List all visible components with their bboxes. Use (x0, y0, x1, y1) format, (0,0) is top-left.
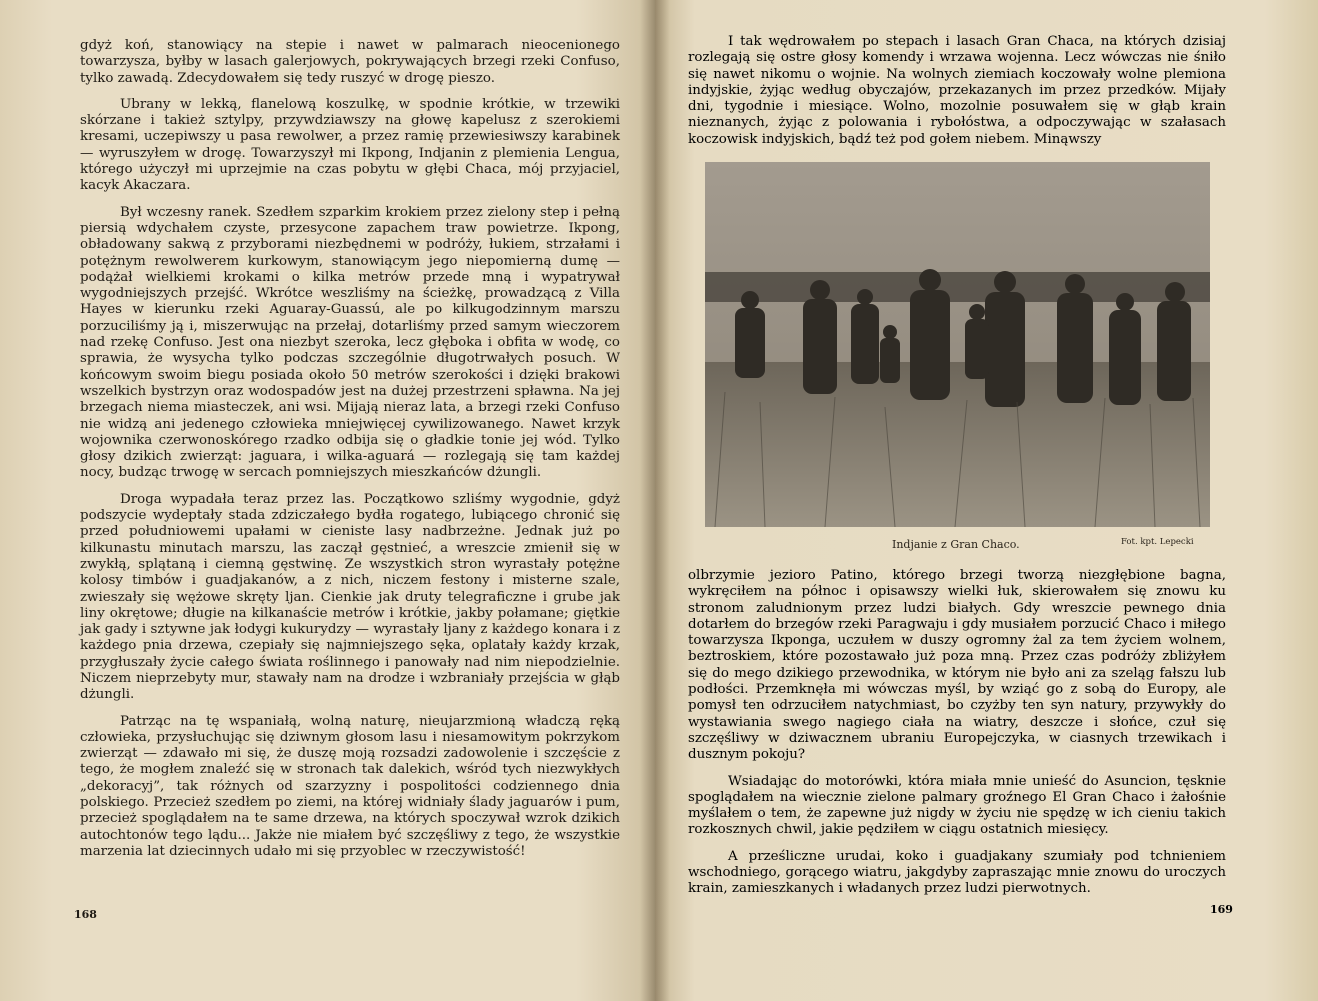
page-number: 169 (1210, 903, 1233, 916)
left-page (0, 0, 655, 1001)
paragraph: Był wczesny ranek. Szedłem szparkim krokiem przez zielony step i pełną piersią wdychałem czyste, przesycone zapachem traw powietrze. Ikpong, obładowany sakwą z przyborami niezbędnemi w podróży, łukiem, strzałami i potężnym rewolwerem kurkowym, stanowiącym jego niepomierną dumę — podążał wielkiemi krokami o kilka metrów przede mną i wypatrywał wygodniejszych przejść. Wkrótce weszliśmy na ścieżkę, prowadzącą z Villa Hayes w kierunku rzeki Aguaray-Guassú, ale po kilkugodzinnym marszu porzuciliśmy ją i, miszerwując na przełaj, dotarliśmy przed samym wieczorem nad rzekę Confuso. Jest ona niezbyt szeroka, lecz głęboka i obfita w wodę, co sprawia, że wysycha tylko podczas szczególnie długotrwałych posuch. W końcowym swoim biegu posiada około 50 metrów szerokości i dzięki brakowi wszelkich bystrzyn oraz wodospadów jest na dużej przestrzeni spławna. Na jej brzegach niema miasteczek, ani wsi. Mijają nieraz lata, a brzegi rzeki Confuso nie widzą ani jedenego człowieka mniejwięcej cywilizowanego. Nawet krzyk wojownika czerwonoskórego rzadko odbija się o gładkie tonie jej wód. Tylko głosy dzikich zwierząt: jaguara, i wilka-aguará — rozlegają się tam każdej nocy, budząc trwogę w sercach pomniejszych mieszkańców dżungli. (80, 204, 620, 481)
paragraph: Patrząc na tę wspaniałą, wolną naturę, nieujarzmioną władczą ręką człowieka, przysłuchując się dziwnym głosom lasu i niesamowitym pokrzykom zwierząt — zdawało mi się, że duszę moją rozsadzi zadowolenie i szczęście z tego, że mogłem znaleźć się w stronach tak dalekich, wśród tych niezwykłych „dekoracyj”, tak różnych od szarzyzny i pospolitości codziennego dnia polskiego. Przecież szedłem po ziemi, na której widniały ślady jaguarów i pum, przecież spoglądałem na te same drzewa, na których spoczywał wzrok dzikich autochtonów tego lądu... Jakże nie miałem być szczęśliwy z tego, że wszystkie marzenia lat dziecinnych udało mi się przyoblec w rzeczywistość! (80, 713, 620, 859)
paragraph: A prześliczne urudai, koko i guadjakany szumiały pod tchnieniem wschodniego, gorącego wiatru, jakgdyby zapraszając mnie znowu do uroczych krain, zamieszkanych i władanych przez ludzi pierwotnych. (688, 848, 1226, 897)
photo-credit: Fot. kpt. Lepecki (1121, 537, 1194, 547)
right-page-bottom-text (688, 568, 1226, 908)
page-number: 168 (74, 908, 97, 921)
paragraph: Droga wypadała teraz przez las. Początkowo szliśmy wygodnie, gdyż podszycie wydeptały stada zdziczałego bydła rogatego, lubiącego chronić się przed południowemi upałami w cieniste lasy nadbrzeżne. Jednak już po kilkunastu minutach marszu, las zaczął gęstnieć, a wreszcie zmienił się w zwykłą, splątaną i ciemną gęstwinę. Ze wszystkich stron wyrastały potężne kolosy timbów i guadjakanów, a z nich, niczem festony i misterne szale, zwieszały się wężowe skręty ljan. Cienkie jak druty telegraficzne i grube jak liny okrętowe; długie na kilkanaście metrów i krótkie, jakby połamane; giętkie jak gady i sztywne jak łodygi kukurydzy — wyrastały ljany z każdego konara i z każdego pnia drzewa, czepiały się najmniejszego sęka, oplatały każdy krzak, przygłuszały życie całego świata roślinnego i panowały nad nim niepodzielnie. Niczem nieprzebyty mur, stawały nam na drodze i wzbraniały przejścia w głąb dżungli. (80, 491, 620, 703)
left-page-text (80, 38, 620, 870)
paragraph: gdyż koń, stanowiący na stepie i nawet w palmarach nieocenionego towarzysza, byłby w lasach galerjowych, pokrywających brzegi rzeki Confuso, tylko zawadą. Zdecydowałem się tedy ruszyć w drogę pieszo. (80, 38, 620, 86)
paragraph: olbrzymie jezioro Patino, którego brzegi tworzą niezgłębione bagna, wykręciłem na północ i opisawszy wielki łuk, skierowałem się znowu ku stronom zaludnionym przez ludzi białych. Gdy wreszcie pewnego dnia dotarłem do brzegów rzeki Paragwaju i gdy musiałem porzucić Chaco i miłego towarzysza Ikponga, uczułem w duszy ogromny żal za tem życiem wolnem, beztroskiem, które pozostawało już poza mną. Przez czas podróży zbliżyłem się do mego dzikiego przewodnika, w którym nie było ani za szeląg fałszu lub podłości. Przemknęła mi wówczas myśl, by wziąć go z sobą do Europy, ale pomysł ten odrzuciłem natychmiast, bo czyżby ten syn natury, przywykły do wystawiania swego nagiego ciała na wiatry, deszcze i słońce, czuł się szczęśliwy w dziwacznem ubraniu Europejczyka, w ciasnych trzewikach i dusznym pokoju? (688, 568, 1226, 763)
photo-indians-gran-chaco (705, 162, 1210, 527)
book-gutter (640, 0, 670, 1001)
paragraph: I tak wędrowałem po stepach i lasach Gran Chaca, na których dzisiaj rozlegają się ostre głosy komendy i wrzawa wojenna. Lecz wówczas nie śniło się nawet nikomu o wojnie. Na wolnych ziemiach koczowały wolne plemiona indyjskie, żyjąc według obyczajów, przekazanych im przez przedków. Mijały dni, tygodnie i miesiące. Wolno, mozolnie posuwałem się w głąb krain nieznanych, żyjąc z polowania i rybołóstwa, a odpoczywając w szałasach koczowisk indyjskich, bądź też pod gołem niebem. Minąwszy (688, 34, 1226, 147)
photo-caption: Indjanie z Gran Chaco. (892, 538, 1020, 551)
paragraph: Wsiadając do motorówki, która miała mnie unieść do Asuncion, tęsknie spoglądałem na wiecznie zielone palmary groźnego El Gran Chaco i żałośnie myślałem o tem, że zapewne już nigdy w życiu nie spędzę w ich cieniu takich rozkosznych chwil, jakie pędziłem w ciągu ostatnich miesięcy. (688, 773, 1226, 838)
paragraph: Ubrany w lekką, flanelową koszulkę, w spodnie krótkie, w trzewiki skórzane i takież sztylpy, przywdziawszy na głowę kapelusz z szerokiemi kresami, uczepiwszy u pasa rewolwer, a przez ramię przewiesiwszy karabinek — wyruszyłem w drogę. Towarzyszył mi Ikpong, Indjanin z plemienia Lengua, którego użyczył mi uprzejmie na czas pobytu w głębi Chaca, mój przyjaciel, kacyk Akaczara. (80, 96, 620, 194)
right-page-top-text (688, 34, 1226, 158)
